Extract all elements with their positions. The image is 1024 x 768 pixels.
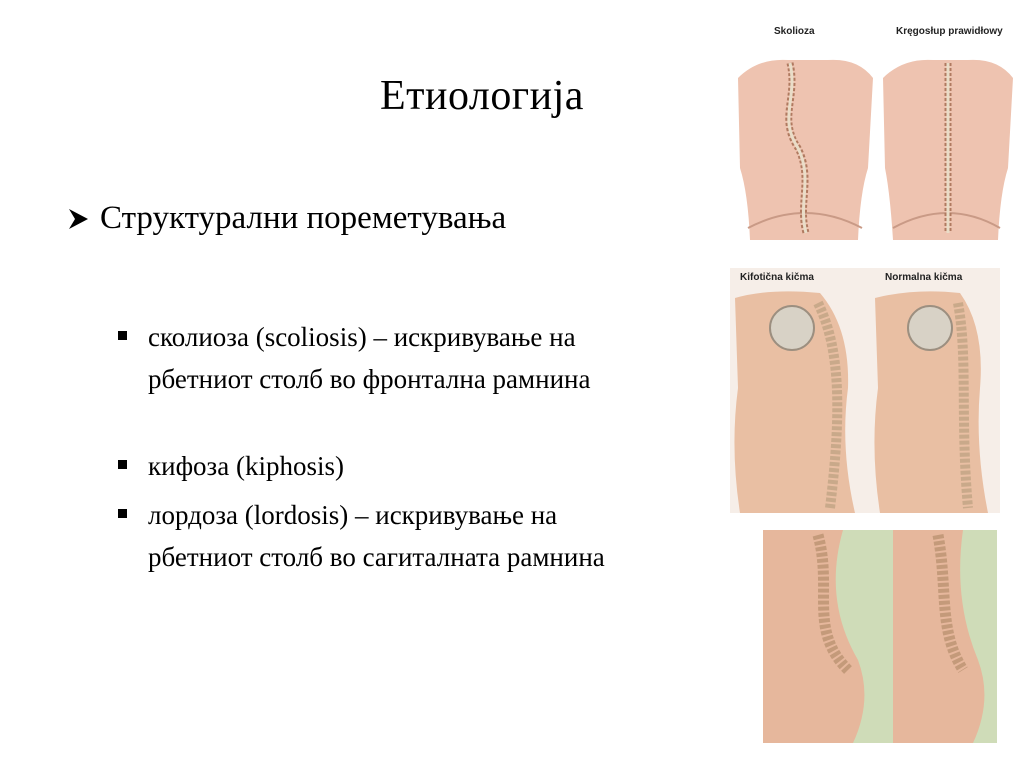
sub-bullet-text: кифоза (kiphosis) — [148, 451, 344, 481]
figure-label-kyphosis: Kifotična kičma — [740, 272, 814, 283]
slide-title: Етиологија — [380, 73, 584, 119]
figure-label-scoliosis: Skolioza — [774, 26, 815, 37]
figure-label-normal-spine-side: Normalna kičma — [885, 272, 963, 283]
kyphosis-figure — [730, 268, 1000, 513]
sub-bullet-lordosis — [118, 494, 638, 578]
lordosis-figure — [763, 530, 997, 743]
kyphosis-illustration — [730, 268, 1000, 513]
sub-bullet-scoliosis — [118, 316, 638, 400]
sub-bullet-kiphosis — [118, 445, 638, 487]
figure-label-normal-spine: Kręgosłup prawidłowy — [896, 26, 1003, 37]
lordosis-illustration — [763, 530, 997, 743]
sub-bullet-text: сколиоза (scoliosis) – искривување на рбетниот столб во фронтална рамнина — [148, 322, 591, 394]
sub-bullet-text: лордоза (lordosis) – искривување на рбетниот столб во сагиталната рамнина — [148, 500, 605, 572]
scoliosis-illustration — [728, 18, 1018, 240]
square-bullet-icon — [118, 460, 127, 469]
arrow-bullet-icon — [66, 206, 92, 232]
main-bullet — [66, 200, 506, 237]
scoliosis-figure — [728, 18, 1018, 240]
square-bullet-icon — [118, 509, 127, 518]
square-bullet-icon — [118, 331, 127, 340]
main-bullet-text: Структурални пореметувања — [100, 200, 507, 236]
